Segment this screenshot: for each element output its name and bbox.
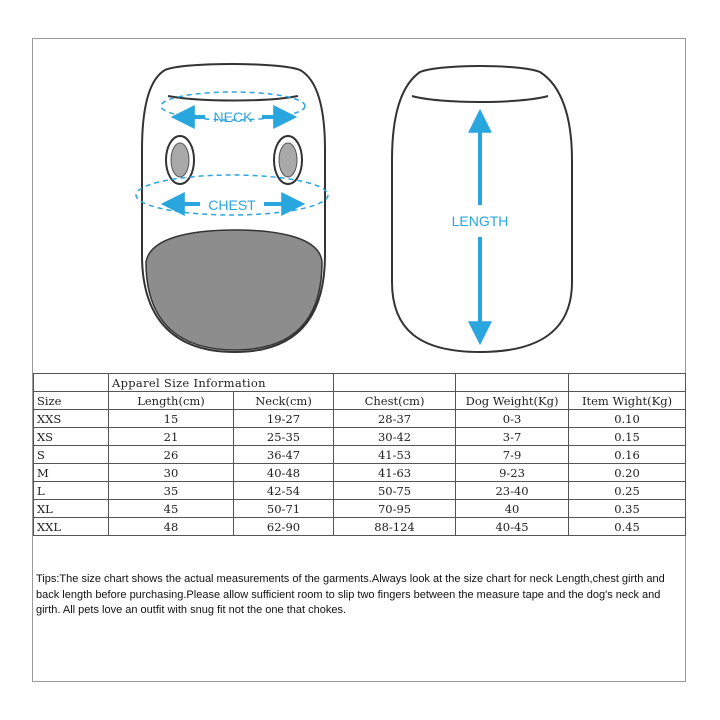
chest-cell: 41-53: [334, 446, 456, 464]
table-caption-row: [34, 374, 686, 392]
size-cell: M: [34, 464, 109, 482]
chest-cell: 28-37: [334, 410, 456, 428]
size-cell: XS: [34, 428, 109, 446]
table-header-row: [34, 392, 686, 410]
header-dog-weight: Dog Weight(Kg): [456, 392, 569, 410]
dog-weight-cell: 0-3: [456, 410, 569, 428]
neck-cell: 25-35: [234, 428, 334, 446]
header-size: Size: [34, 392, 109, 410]
size-chart-table: [33, 373, 686, 536]
size-cell: S: [34, 446, 109, 464]
size-cell: XL: [34, 500, 109, 518]
chest-label: CHEST: [208, 197, 256, 213]
length-cell: 35: [109, 482, 234, 500]
chest-cell: 30-42: [334, 428, 456, 446]
length-cell: 45: [109, 500, 234, 518]
table-row: [34, 428, 686, 446]
size-cell: L: [34, 482, 109, 500]
chest-cell: 70-95: [334, 500, 456, 518]
table-row: [34, 518, 686, 536]
dog-weight-cell: 3-7: [456, 428, 569, 446]
neck-cell: 62-90: [234, 518, 334, 536]
header-length: Length(cm): [109, 392, 234, 410]
chest-cell: 41-63: [334, 464, 456, 482]
item-weight-cell: 0.15: [569, 428, 686, 446]
table-row: [34, 446, 686, 464]
table-row: [34, 500, 686, 518]
item-weight-cell: 0.35: [569, 500, 686, 518]
left-leg-hole-inner: [171, 143, 189, 177]
sizing-tips: Tips:The size chart shows the actual measurements of the garments.Always look at the size chart for neck Length,chest girth and back length before purchasing.Please allow sufficient room to slip two fingers between the measure tape and the dog's neck and girth. All pets love an outfit with snug fit not the one that chokes.: [36, 573, 665, 616]
neck-cell: 40-48: [234, 464, 334, 482]
header-neck: Neck(cm): [234, 392, 334, 410]
length-cell: 15: [109, 410, 234, 428]
chest-cell: 50-75: [334, 482, 456, 500]
table-row: [34, 482, 686, 500]
size-cell: XXL: [34, 518, 109, 536]
dog-weight-cell: 40: [456, 500, 569, 518]
header-item-weight: Item Wight(Kg): [569, 392, 686, 410]
neck-cell: 42-54: [234, 482, 334, 500]
dog-weight-cell: 23-40: [456, 482, 569, 500]
item-weight-cell: 0.45: [569, 518, 686, 536]
length-cell: 21: [109, 428, 234, 446]
item-weight-cell: 0.25: [569, 482, 686, 500]
length-label: LENGTH: [451, 213, 509, 229]
chest-cell: 88-124: [334, 518, 456, 536]
neck-cell: 50-71: [234, 500, 334, 518]
neck-label: NECK: [213, 109, 253, 125]
header-chest: Chest(cm): [334, 392, 456, 410]
length-cell: 48: [109, 518, 234, 536]
dog-weight-cell: 7-9: [456, 446, 569, 464]
size-cell: XXS: [34, 410, 109, 428]
table-row: [34, 410, 686, 428]
item-weight-cell: 0.20: [569, 464, 686, 482]
table-row: [34, 464, 686, 482]
item-weight-cell: 0.10: [569, 410, 686, 428]
dog-weight-cell: 40-45: [456, 518, 569, 536]
neck-cell: 36-47: [234, 446, 334, 464]
length-cell: 26: [109, 446, 234, 464]
length-cell: 30: [109, 464, 234, 482]
dog-weight-cell: 9-23: [456, 464, 569, 482]
table-caption: Apparel Size Information: [109, 374, 334, 392]
garment-belly-panel: [146, 230, 322, 350]
item-weight-cell: 0.16: [569, 446, 686, 464]
right-leg-hole-inner: [279, 143, 297, 177]
neck-cell: 19-27: [234, 410, 334, 428]
